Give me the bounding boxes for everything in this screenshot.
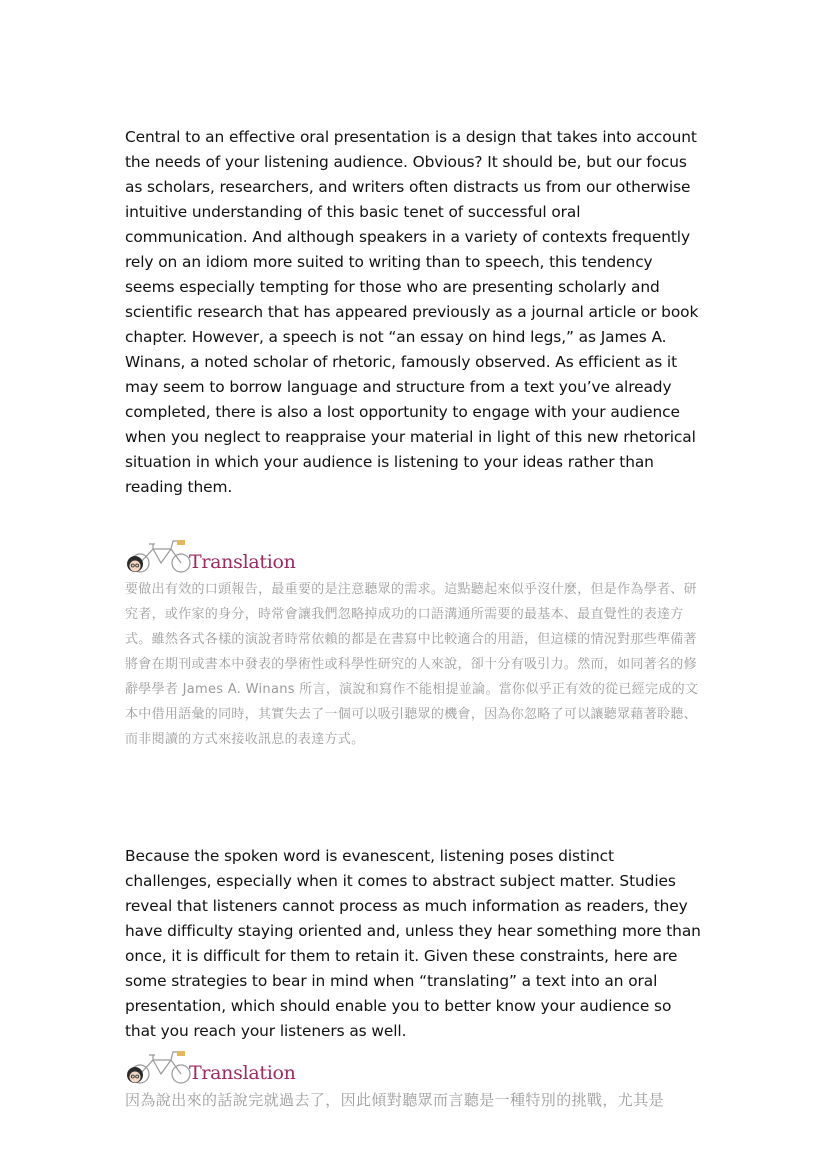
avatar-icon bbox=[127, 556, 143, 572]
bicycle-icon bbox=[125, 1044, 195, 1086]
english-paragraph-1: Central to an effective oral presentation is a design that takes into account the needs of your listening audience. Obvious? It should be, but our focus as scholars, researchers, and writers often distracts us from our otherwise intuitive understanding of this basic tenet of successful oral communication. And although speakers in a variety of contexts frequently rely on an idiom more suited to writing than to speech, this tendency seems especially tempting for those who are presenting scholarly and scientific research that has appeared previously as a journal article or book chapter. However, a speech is not “an essay on hind legs,” as James A. Winans, a noted scholar of rhetoric, famously observed. As efficient as it may seem to borrow language and structure from a text you’ve already completed, there is also a lost opportunity to engage with your audience when you neglect to reappraise your material in light of this new rhetorical situation in which your audience is listening to your ideas rather than reading them. bbox=[125, 128, 699, 496]
avatar-icon bbox=[127, 1067, 143, 1083]
chinese-paragraph-1: 要做出有效的口頭報告，最重要的是注意聽眾的需求。這點聽起來似乎沒什麼，但是作為學者、研究者，或作家的身分，時常會讓我們忽略掉成功的口語溝通所需要的最基本、最直覺性的表達方式。雖然各式各樣的演說者時常依賴的都是在書寫中比較適合的用語，但這樣的情況對那些準備著將會在期刊或書本中發表的學術性或科學性研究的人來說，卻十分有吸引力。然而，如同著名的修辭學學者 James A. Winans 所言，演說和寫作不能相提並論。當你似乎正有效的從已經完成的文本中借用語彙的同時，其實失去了一個可以吸引聽眾的機會，因為你忽略了可以讓聽眾藉著聆聽、而非閱讀的方式來接收訊息的表達方式。 bbox=[125, 582, 699, 747]
chinese-paragraph-2: 因為說出來的話說完就過去了，因此傾對聽眾而言聽是一種特別的挑戰，尤其是 bbox=[125, 1091, 665, 1109]
translation-heading-1 bbox=[125, 531, 705, 575]
bicycle-icon bbox=[125, 533, 195, 575]
translation-label: Translation bbox=[189, 551, 296, 573]
translation-label: Translation bbox=[189, 1062, 296, 1084]
translation-heading-2 bbox=[125, 1042, 705, 1086]
document-page bbox=[125, 125, 705, 1113]
english-paragraph-2: Because the spoken word is evanescent, listening poses distinct challenges, especially when it comes to abstract subject matter. Studies reveal that listeners cannot process as much information as readers, they have difficulty staying oriented and, unless they hear something more than once, it is difficult for them to retain it. Given these constraints, here are some strategies to bear in mind when “translating” a text into an oral presentation, which should enable you to better know your audience so that you reach your listeners as well. bbox=[125, 847, 701, 1040]
